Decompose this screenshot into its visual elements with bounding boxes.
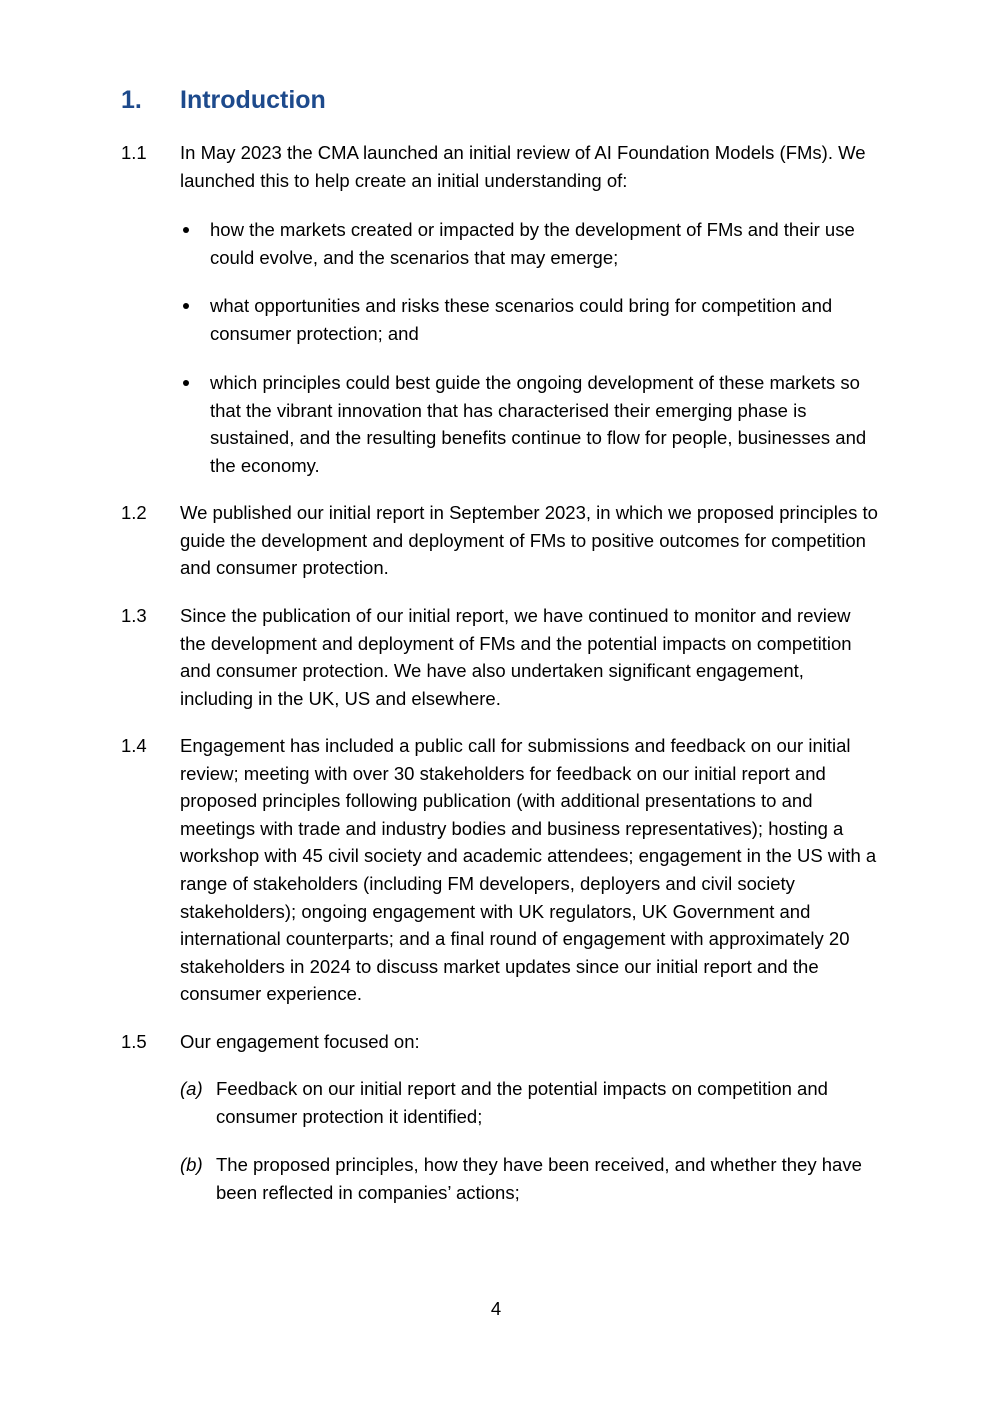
sub-item-text: The proposed principles, how they have been received, and whether they have been reflected in companies’ actions; [216, 1154, 862, 1203]
bullet-icon [180, 216, 210, 271]
paragraph-text: Our engagement focused on: [180, 1031, 420, 1052]
bullet-icon [180, 369, 210, 479]
bullet-text: which principles could best guide the ongoing development of these markets so that the vibrant innovation that has characterised their emerging phase is sustained, and the resulting benefits continue to flow for people, businesses and the economy. [210, 372, 867, 476]
bullet-item [180, 216, 880, 271]
sub-item-b [180, 1151, 880, 1206]
paragraph-1-5 [121, 1028, 881, 1056]
paragraph-text: We published our initial report in September 2023, in which we proposed principles to guide the development and deployment of FMs to positive outcomes for competition and consumer protection. [180, 502, 878, 579]
paragraph-1-1 [121, 139, 881, 194]
paragraph-number: 1.2 [121, 502, 147, 523]
bullet-icon [180, 292, 210, 347]
paragraph-text: Since the publication of our initial report, we have continued to monitor and review the development and deployment of FMs and the potential impacts on competition and consumer protection. We have also undertaken significant engagement, including in the UK, US and elsewhere. [180, 605, 852, 709]
section-number: 1. [121, 86, 142, 114]
bullet-item [180, 292, 880, 347]
sub-item-label: (a) [180, 1078, 203, 1099]
sub-item-a [180, 1075, 880, 1130]
sub-item-label: (b) [180, 1154, 203, 1175]
section-title: Introduction [180, 86, 326, 114]
paragraph-1-3 [121, 602, 881, 712]
paragraph-1-2 [121, 499, 881, 582]
paragraph-1-4 [121, 732, 881, 1008]
bullet-text: what opportunities and risks these scenarios could bring for competition and consumer protection; and [210, 295, 833, 344]
paragraph-text: Engagement has included a public call for submissions and feedback on our initial review; meeting with over 30 stakeholders for feedback on our initial report and proposed principles following publication (with additional presentations to and meetings with trade and industry bodies and business representatives); hosting a workshop with 45 civil society and academic attendees; engagement in the US with a range of stakeholders (including FM developers, deployers and civil society stakeholders); ongoing engagement with UK regulators, UK Government and international counterparts; and a final round of engagement with approximately 20 stakeholders in 2024 to discuss market updates since our initial report and the consumer experience. [180, 735, 877, 1005]
paragraph-number: 1.5 [121, 1031, 147, 1052]
section-heading [121, 84, 326, 116]
paragraph-text: In May 2023 the CMA launched an initial review of AI Foundation Models (FMs). We launched this to help create an initial understanding of: [180, 142, 866, 191]
paragraph-number: 1.4 [121, 735, 147, 756]
bullet-text: how the markets created or impacted by the development of FMs and their use could evolve, and the scenarios that may emerge; [210, 219, 855, 268]
paragraph-number: 1.1 [121, 142, 147, 163]
bullet-item [180, 369, 880, 479]
page-number: 4 [490, 1298, 502, 1319]
sub-item-text: Feedback on our initial report and the potential impacts on competition and consumer protection it identified; [216, 1078, 828, 1127]
paragraph-number: 1.3 [121, 605, 147, 626]
